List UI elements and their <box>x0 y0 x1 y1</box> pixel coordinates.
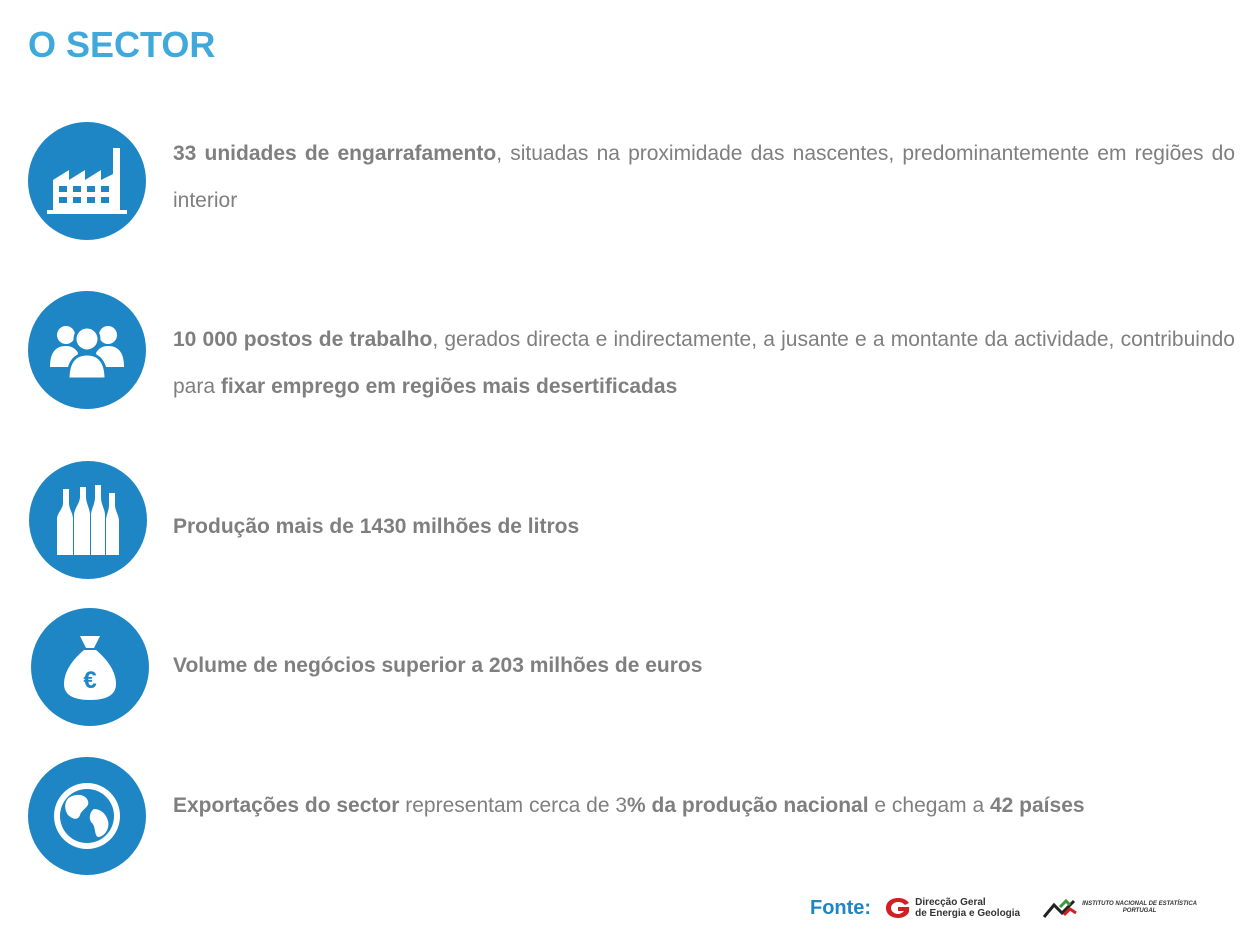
item-bottling-units <box>173 130 1235 224</box>
item-bottling-units-rest: , situadas na proximidade das nascentes, predominantemente em regiões do interior <box>173 142 1235 212</box>
ine-logo-line1: INSTITUTO NACIONAL DE ESTATÍSTICA <box>1082 901 1198 907</box>
item-turnover <box>173 642 1235 689</box>
ine-logo <box>1042 897 1197 919</box>
item-production <box>173 503 1235 550</box>
money-bag-euro-icon <box>31 608 149 726</box>
item-production-bold: Produção mais de 1430 milhões de litros <box>173 515 580 538</box>
people-icon <box>28 291 146 409</box>
item-exports <box>173 782 1235 829</box>
item-jobs <box>173 316 1235 410</box>
item-exports-bold-3: 42 países <box>989 794 1085 817</box>
item-exports-bold-2: % da produção nacional <box>627 794 869 817</box>
bottles-icon <box>29 461 147 579</box>
svg-text:€: € <box>83 667 97 694</box>
ine-logo-line2: PORTUGAL <box>1122 908 1157 914</box>
item-jobs-rest: , gerados directa e indirectamente, a jusante e a montante da actividade, contribuindo para <box>173 328 1235 398</box>
source-label: Fonte: <box>810 896 872 919</box>
dgeg-logo-line1: Direcção Geral <box>915 897 986 908</box>
page-title: O SECTOR <box>28 24 216 65</box>
ine-logo-mark-icon <box>1042 897 1078 919</box>
item-jobs-bold-2: fixar emprego em regiões mais desertificadas <box>220 375 678 398</box>
item-exports-rest-2: e chegam a <box>868 794 990 817</box>
dgeg-logo-mark-icon <box>885 897 911 919</box>
source-footer <box>810 890 1197 926</box>
globe-icon <box>28 757 146 875</box>
item-bottling-units-bold: 33 unidades de engarrafamento <box>173 142 497 165</box>
item-exports-bold: Exportações do sector <box>173 794 400 817</box>
item-exports-rest: representam cerca de 3 <box>399 794 628 817</box>
factory-icon <box>28 122 146 240</box>
item-turnover-bold: Volume de negócios superior a 203 milhões de euros <box>173 654 703 677</box>
dgeg-logo-line2: de Energia e Geologia <box>915 908 1021 919</box>
dgeg-logo <box>885 897 1020 919</box>
item-jobs-bold: 10 000 postos de trabalho <box>173 328 433 351</box>
